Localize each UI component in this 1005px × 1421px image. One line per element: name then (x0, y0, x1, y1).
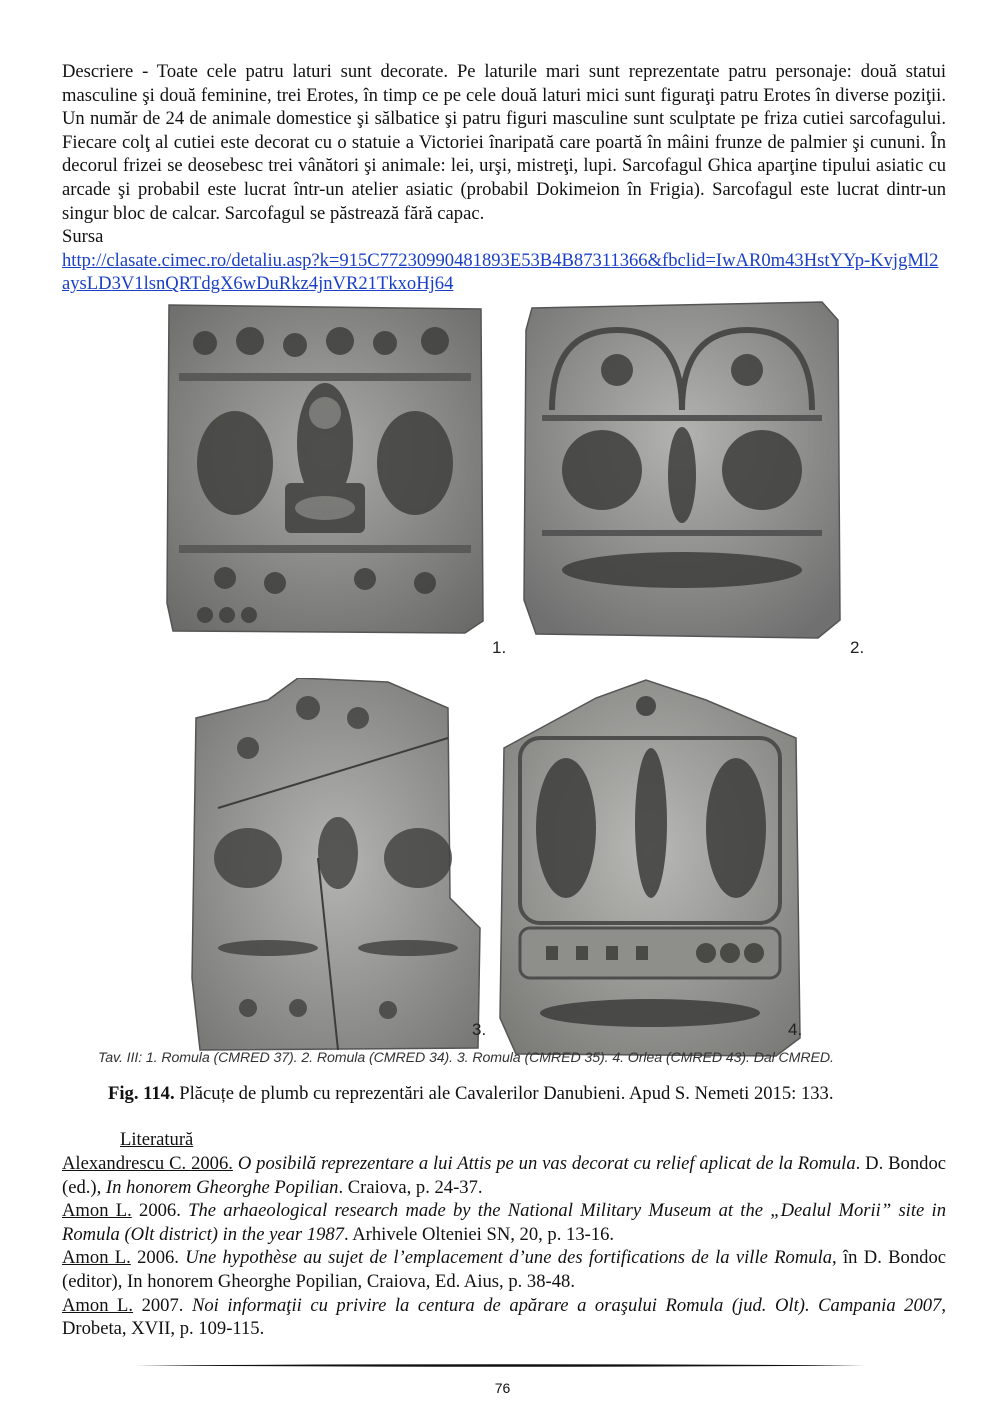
plate-3-image (188, 678, 487, 1054)
reference-publication: . Arhivele Olteniei SN, 20, p. 13-16. (343, 1223, 615, 1245)
reference-title: Une hypothèse au sujet de l’emplacement d’une des fortifications de la ville Romula (185, 1247, 833, 1269)
reference-author: Amon L. (62, 1247, 131, 1269)
source-link[interactable]: http://clasate.cimec.ro/detaliu.asp?k=915C77230990481893E53B4B87311366&fbclid=IwAR0m43HstYYp-KvjgMl2aysLD3V1lsnQRTdgX6wDuRkz4jnVR21TkxoHj64 (62, 249, 939, 295)
reference-item (62, 1294, 946, 1341)
plate-4-number: 4. (788, 1020, 803, 1039)
reference-author: Amon L. (62, 1200, 132, 1222)
literature-heading: Literatură (120, 1129, 194, 1150)
reference-author: Alexandrescu C. 2006. (62, 1153, 233, 1174)
reference-year: 2007. (133, 1294, 192, 1316)
reference-title: Noi informaţii cu privire la centura de apărare a oraşului Romula (jud. Olt). Campania 2007 (191, 1294, 942, 1316)
reference-publication: , Drobeta, XVII, p. 109-115. (62, 1294, 947, 1340)
figure-caption-text: Plăcuțe de plumb cu reprezentări ale Cavalerilor Danubieni. Apud S. Nemeti 2015: 133. (174, 1083, 834, 1104)
reference-editor: . D. Bondoc (ed.), (62, 1153, 946, 1198)
reference-item (62, 1199, 946, 1246)
reference-author: Amon L. (62, 1294, 134, 1316)
plate-2-number: 2. (850, 638, 865, 657)
plates-figure (62, 300, 946, 1060)
figure-caption (108, 1083, 948, 1105)
description-paragraph (62, 60, 946, 296)
plate-4-image (496, 678, 804, 1058)
reference-year: 2006. (130, 1247, 186, 1269)
footer-rule (135, 1364, 865, 1367)
reference-item (62, 1246, 946, 1293)
description-text: Descriere - Toate cele patru laturi sunt decorate. Pe laturile mari sunt reprezentate patru personaje: două statui masculine şi două feminine, trei Erotes, în timp ce pe cele două laturi mici sunt figuraţi patru Erotes în diverse poziţii. Un număr de 24 de animale domestice şi sălbatice şi patru figuri masculine sunt sculptate pe friza cutiei sarcofagului. Fiecare colţ al cutiei este decorat cu o statuie a Victoriei înaripată care poartă în mâini frunze de palmier şi cununi. În decorul frizei se deosebesc trei vânători şi animale: lei, urşi, mistreţi, lupi. Sarcofagul Ghica aparţine tipului asiatic cu arcade şi probabil este lucrat într-un atelier asiatic (probabil Dokimeion în Frigia). Sarcofagul este lucrat dintr-un singur bloc de calcar. Sarcofagul se păstrează fără capac. (62, 61, 946, 224)
plate-2-image (522, 300, 842, 640)
plate-3-number: 3. (472, 1020, 487, 1039)
reference-title: The arhaeological research made by the National Military Museum at the „Dealul Morii” site in Romula (Olt district) in the year 1987 (62, 1200, 946, 1245)
reference-title: O posibilă reprezentare a lui Attis pe un vas decorat cu relief aplicat de la Romula (237, 1153, 856, 1174)
references-list (62, 1152, 946, 1341)
plates-caption: Tav. III: 1. Romula (CMRED 37). 2. Romula (CMRED 34). 3. Romula (CMRED 35). 4. Orlea (CMRED 43). Dal CMRED. (98, 1050, 834, 1066)
figure-label: Fig. 114. (108, 1083, 175, 1104)
reference-publication: . Craiova, p. 24-37. (338, 1176, 483, 1198)
reference-year: 2006. (131, 1200, 189, 1222)
plate-1-number: 1. (492, 638, 507, 657)
plate-1-image (165, 303, 485, 635)
reference-book-title: In honorem Gheorghe Popilian (105, 1176, 339, 1198)
page-number: 76 (494, 1380, 511, 1396)
source-label: Sursa (62, 226, 104, 248)
reference-item (62, 1152, 946, 1199)
reference-publication: , în D. Bondoc (editor), In honorem Gheorghe Popilian, Craiova, Ed. Aius, p. 38-48. (62, 1247, 946, 1292)
